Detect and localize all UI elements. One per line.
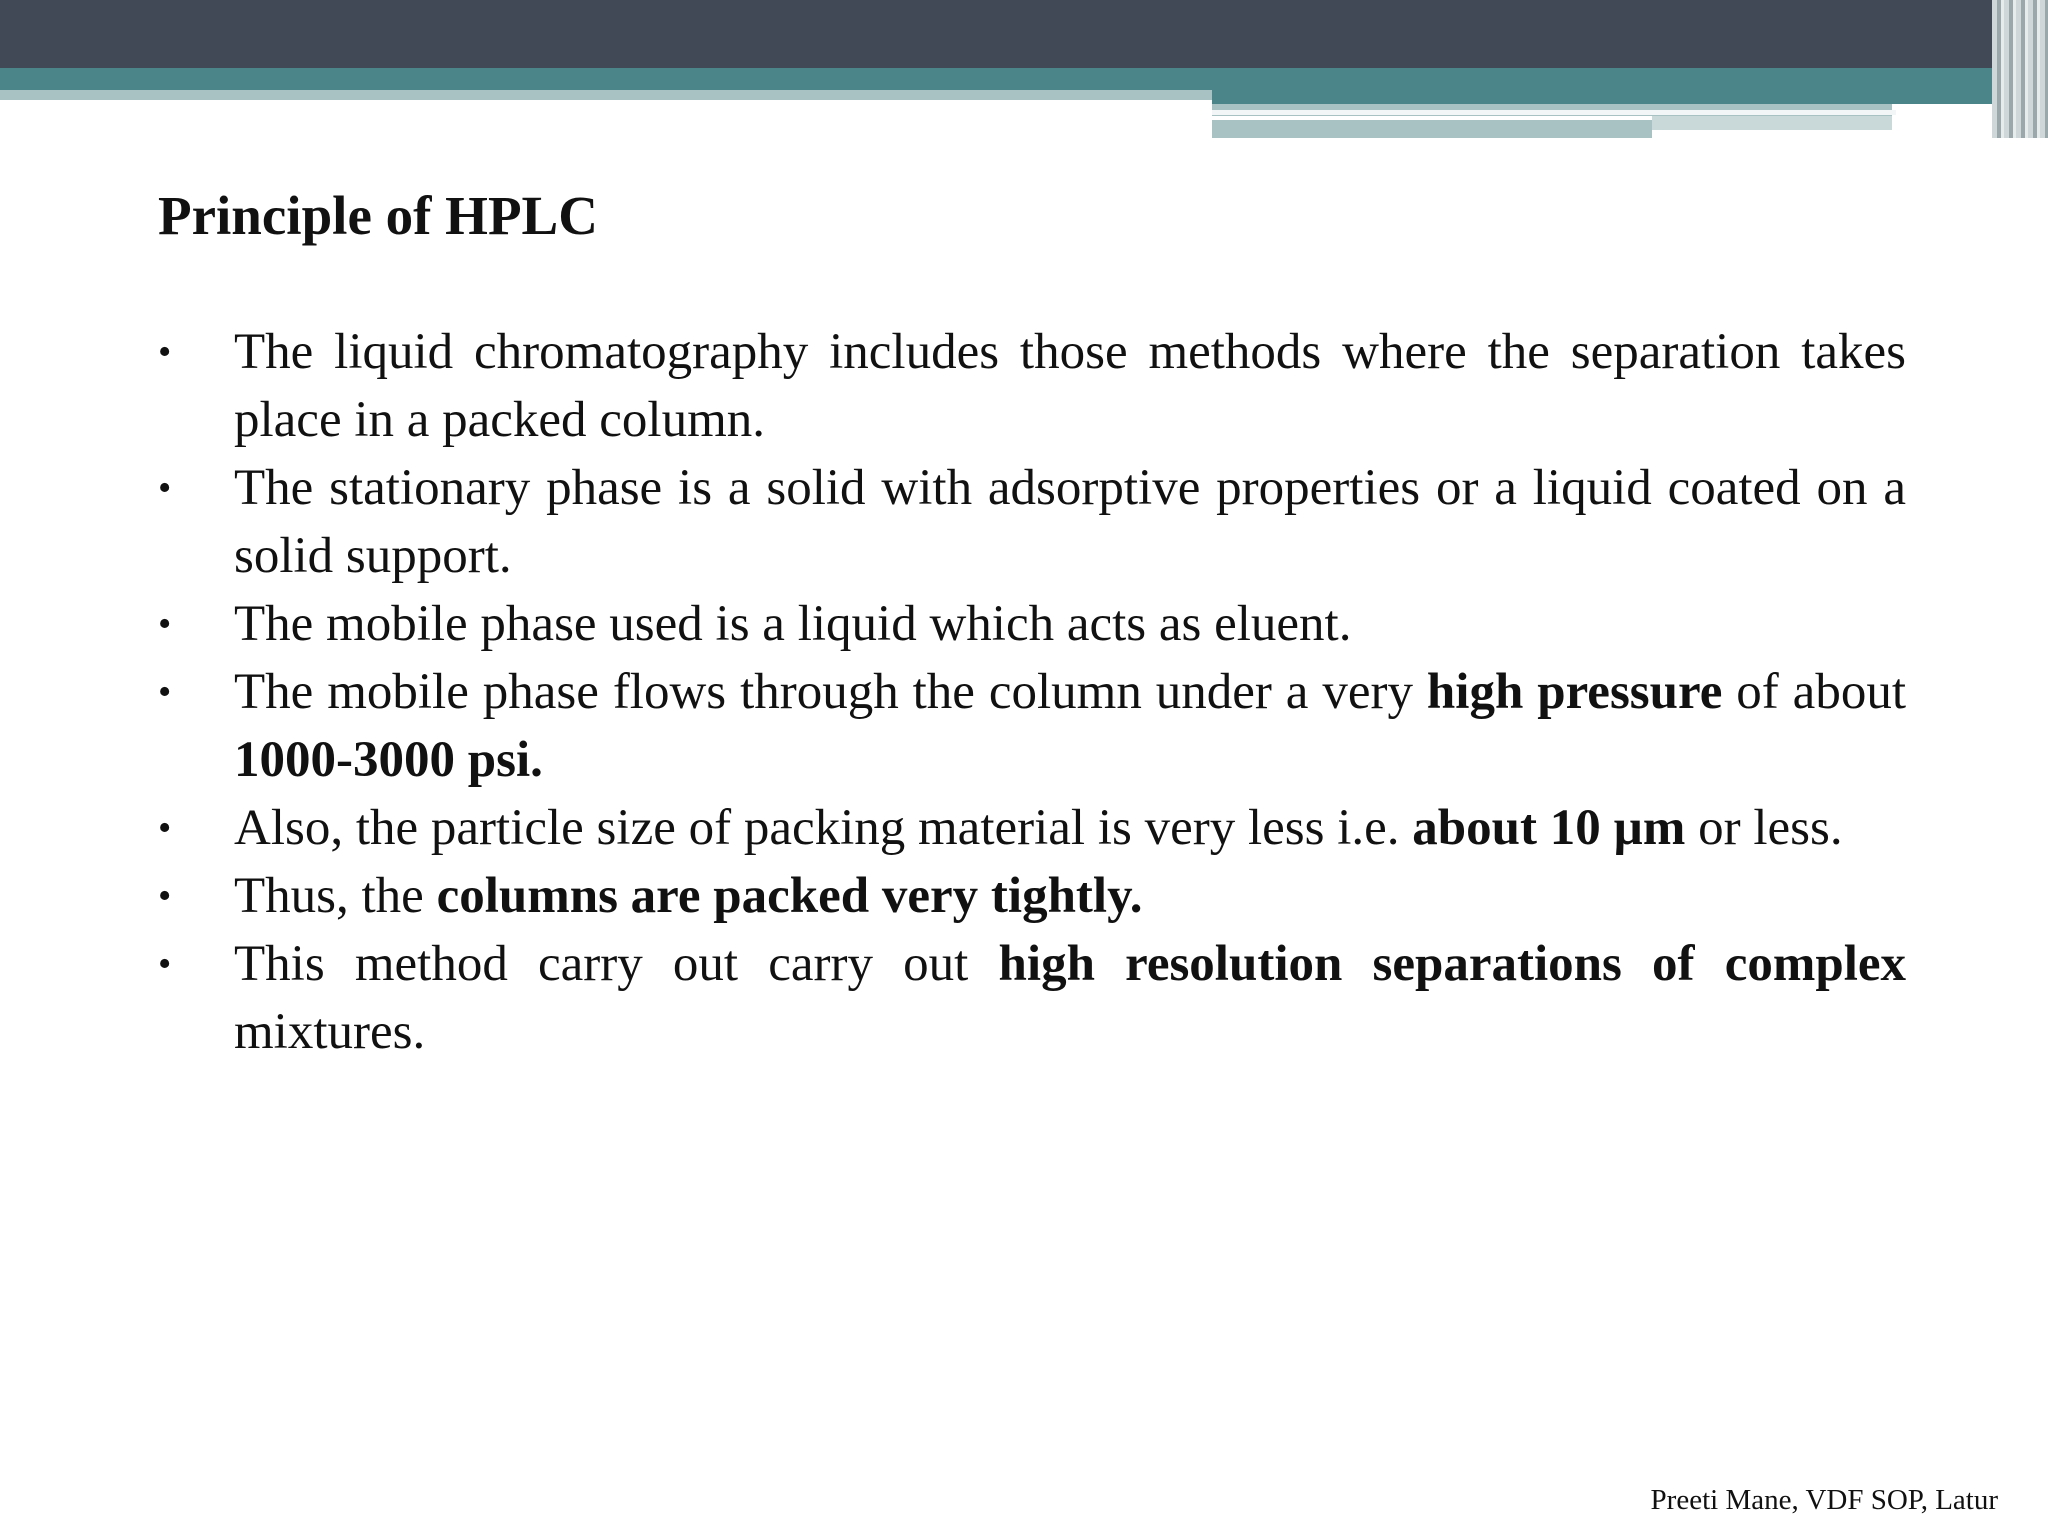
header-stripes bbox=[1992, 0, 2048, 138]
bullet-emphasis: high resolution separations of complex bbox=[998, 936, 1907, 992]
header-band-light bbox=[0, 90, 1212, 100]
bullet-list bbox=[158, 318, 1906, 1066]
header-band-light-lower bbox=[1212, 120, 1652, 138]
bullet-emphasis: 1000-3000 psi. bbox=[234, 732, 543, 788]
bullet-item bbox=[158, 318, 1906, 454]
bullet-dot: • bbox=[158, 331, 172, 373]
bullet-text: Also, the particle size of packing material is very less i.e. bbox=[234, 800, 1413, 856]
header-band-teal bbox=[0, 68, 1212, 90]
bullet-text: of about bbox=[1722, 664, 1906, 720]
bullet-text: Thus, the bbox=[234, 868, 437, 924]
bullet-text: mixtures. bbox=[234, 1004, 426, 1060]
bullet-text: The mobile phase flows through the column under a very bbox=[234, 664, 1427, 720]
bullet-dot: • bbox=[158, 671, 172, 713]
bullet-item bbox=[158, 590, 1906, 658]
bullet-dot: • bbox=[158, 807, 172, 849]
header-band-teal-right bbox=[1212, 68, 2048, 104]
bullet-text: The stationary phase is a solid with adsorptive properties or a liquid coated on a solid support. bbox=[234, 460, 1906, 584]
bullet-dot: • bbox=[158, 943, 172, 985]
bullet-item bbox=[158, 862, 1906, 930]
header-band-dark bbox=[0, 0, 2048, 68]
bullet-emphasis: high pressure bbox=[1426, 664, 1723, 720]
header-band-light-tail bbox=[1652, 116, 1892, 130]
footer-credit: Preeti Mane, VDF SOP, Latur bbox=[1650, 1484, 1998, 1516]
bullet-text: The mobile phase used is a liquid which acts as eluent. bbox=[234, 596, 1352, 652]
bullet-item bbox=[158, 794, 1906, 862]
bullet-dot: • bbox=[158, 875, 172, 917]
bullet-text: The liquid chromatography includes those methods where the separation takes place in a packed column. bbox=[234, 324, 1906, 448]
bullet-item bbox=[158, 454, 1906, 590]
header-highlight-line bbox=[1212, 110, 1896, 115]
bullet-emphasis: columns are packed very tightly. bbox=[436, 868, 1143, 924]
bullet-dot: • bbox=[158, 603, 172, 645]
bullet-emphasis: about 10 µm bbox=[1412, 800, 1686, 856]
bullet-text: This method carry out carry out bbox=[234, 936, 999, 992]
bullet-dot: • bbox=[158, 467, 172, 509]
bullet-item bbox=[158, 658, 1906, 794]
bullet-item bbox=[158, 930, 1906, 1066]
bullet-text: or less. bbox=[1685, 800, 1843, 856]
slide-title: Principle of HPLC bbox=[158, 185, 598, 246]
